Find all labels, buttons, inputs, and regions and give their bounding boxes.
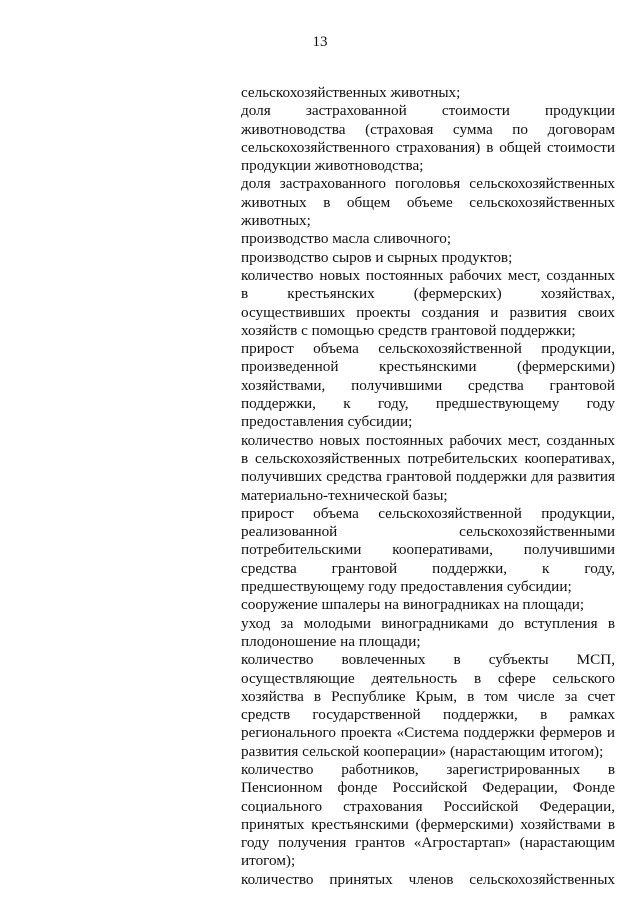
paragraph: производство сыров и сырных продуктов; — [241, 248, 513, 266]
paragraph: количество работников, зарегистрированных в Пенсионном фонде Российской Федерации, Фонде социального страхования Российской Федерации, принятых крестьянскими (фермерскими) хозяйствами в году получения грантов «Агростартап» (нарастающим итогом); — [241, 760, 615, 870]
paragraph: прирост объема сельскохозяйственной продукции, произведенной крестьянскими (фермерскими) хозяйствами, получившими средства грантовой поддержки, к году, предшествующему году предоставления субсидии; — [241, 340, 615, 431]
paragraph: доля застрахованной стоимости продукции животноводства (страховая сумма по договорам сельскохозяйственного страхования) в общей стоимости продукции животноводства; — [241, 102, 615, 175]
paragraph: доля застрахованного поголовья сельскохозяйственных животных в общем объеме сельскохозяйственных животных; — [241, 175, 615, 230]
paragraph: количество новых постоянных рабочих мест, созданных в сельскохозяйственных потребительских кооперативах, получивших средства грантовой поддержки для развития материально-технической базы; — [241, 431, 615, 504]
document-body — [241, 84, 615, 889]
paragraph: количество новых постоянных рабочих мест, созданных в крестьянских (фермерских) хозяйствах, осуществивших проекты создания и развития своих хозяйств с помощью средств грантовой поддержки; — [241, 266, 615, 339]
paragraph: сельскохозяйственных животных; — [241, 84, 461, 101]
paragraph: уход за молодыми виноградниками до вступления в плодоношение на площади; — [241, 614, 615, 650]
paragraph: прирост объема сельскохозяйственной продукции, реализованной сельскохозяйственными потребительскими кооперативами, получившими средства грантовой поддержки, к году, предшествующему году предоставления субсидии; — [241, 504, 615, 596]
page-number: 13 — [312, 34, 328, 50]
paragraph: сооружение шпалеры на виноградниках на площади; — [241, 596, 585, 614]
paragraph: производство масла сливочного; — [241, 230, 452, 248]
paragraph: количество вовлеченных в субъекты МСП, осуществляющие деятельность в сфере сельского хозяйства в Республике Крым, в том числе за счет средств государственной поддержки, в рамках регионального проекта «Система поддержки фермеров и развития сельской кооперации» (нарастающим итогом); — [241, 651, 615, 760]
paragraph: количество принятых членов сельскохозяйственных — [241, 870, 615, 888]
